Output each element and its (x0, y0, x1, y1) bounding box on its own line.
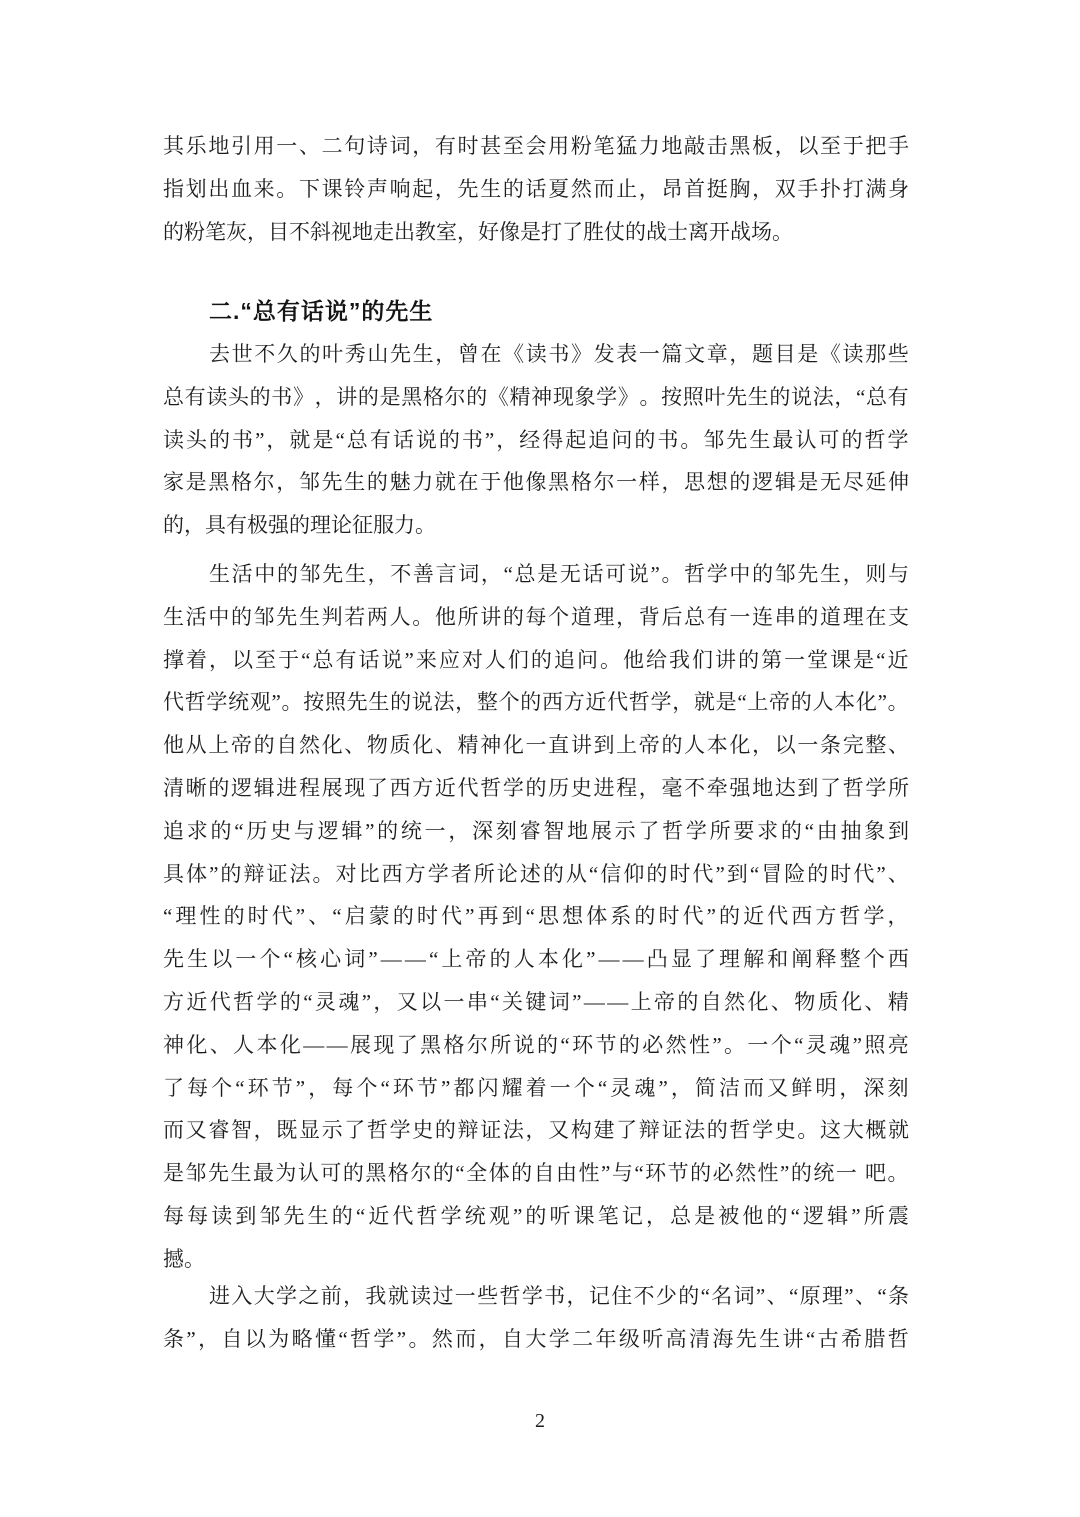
page-number: 2 (535, 1410, 545, 1432)
text-line: 生 活 中 的 邹 先 生 判 若 两 人 。 他 所 讲 的 每 个 道 理 ， 背 后 总 有 一 连 串 的 道 理 在 支 (163, 604, 909, 629)
paragraph-zou-philosophy (163, 553, 909, 1281)
text-line: 了 每 个 “ 环 节 ” ， 每 个 “ 环 节 ” 都 闪 耀 着 一 个 “ 灵 魂 ” ， 简 洁 而 又 鲜 明 ， 深 刻 (163, 1075, 909, 1100)
text-line: 神 化 、 人 本 化 — — 展 现 了 黑 格 尔 所 说 的 “ 环 节 的 必 然 性 ” 。 一 个 “ 灵 魂 ” 照 亮 (163, 1032, 909, 1057)
text-line: 总 有 读 头 的 书 》 ， 讲 的 是 黑 格 尔 的 《 精 神 现 象 学 》 。 按 照 叶 先 生 的 说 法 ， “ 总 有 (163, 384, 909, 409)
text-line: 的，具有极强的理论征服力。 (163, 513, 436, 538)
continuation-paragraph (163, 125, 909, 253)
text-line: 追 求 的 “ 历 史 与 逻 辑 ” 的 统 一 ， 深 刻 睿 智 地 展 示 了 哲 学 所 要 求 的 “ 由 抽 象 到 (163, 818, 909, 843)
text-line: 其 乐 地 引 用 一 、 二 句 诗 词 ， 有 时 甚 至 会 用 粉 笔 猛 力 地 敲 击 黑 板 ， 以 至 于 把 手 (163, 134, 909, 158)
text-line: 而 又 睿 智 ， 既 显 示 了 哲 学 史 的 辩 证 法 ， 又 构 建 了 辩 证 法 的 哲 学 史 。 这 大 概 就 (163, 1118, 909, 1143)
text-line: 是 邹 先 生 最 为 认 可 的 黑 格 尔 的 “ 全 体 的 自 由 性 ” 与 “ 环 节 的 必 然 性 ” 的 统 一 吧 。 (163, 1161, 909, 1186)
text-line: 每 每 读 到 邹 先 生 的 “ 近 代 哲 学 统 观 ” 的 听 课 笔 记 ， 总 是 被 他 的 “ 逻 辑 ” 所 震 (163, 1203, 909, 1228)
text-line: “ 理 性 的 时 代 ” 、 “ 启 蒙 的 时 代 ” 再 到 “ 思 想 体 系 的 时 代 ” 的 近 代 西 方 哲 学 ， (163, 904, 909, 929)
section-heading: 二.“总有话说”的先生 (209, 298, 434, 324)
text-line: 撼。 (163, 1246, 205, 1271)
text-line: 家 是 黑 格 尔 ， 邹 先 生 的 魅 力 就 在 于 他 像 黑 格 尔 一 样 ， 思 想 的 逻 辑 是 无 尽 延 伸 (163, 470, 909, 495)
text-line: 条 ” ， 自 以 为 略 懂 “ 哲 学 ” 。 然 而 ， 自 大 学 二 年 级 听 高 清 海 先 生 讲 “ 古 希 腊 哲 (163, 1326, 909, 1351)
text-line: 他 从 上 帝 的 自 然 化 、 物 质 化 、 精 神 化 一 直 讲 到 上 帝 的 人 本 化 ， 以 一 条 完 整 、 (163, 733, 909, 758)
paragraph-ye-xiushan (163, 333, 909, 547)
text-line: 清 晰 的 逻 辑 进 程 展 现 了 西 方 近 代 哲 学 的 历 史 进 程 ， 毫 不 牵 强 地 达 到 了 哲 学 所 (163, 775, 909, 800)
text-line: 进 入 大 学 之 前 ， 我 就 读 过 一 些 哲 学 书 ， 记 住 不 少 的 “ 名 词 ” 、 “ 原 理 ” 、 “ 条 (209, 1284, 909, 1308)
text-line: 生 活 中 的 邹 先 生 ， 不 善 言 词 ， “ 总 是 无 话 可 说 ” 。 哲 学 中 的 邹 先 生 ， 则 与 (209, 562, 909, 586)
text-line: 去 世 不 久 的 叶 秀 山 先 生 ， 曾 在 《 读 书 》 发 表 一 篇 文 章 ， 题 目 是 《 读 那 些 (209, 342, 909, 366)
text-line: 读 头 的 书 ” ， 就 是 “ 总 有 话 说 的 书 ” ， 经 得 起 追 问 的 书 。 邹 先 生 最 认 可 的 哲 学 (163, 427, 909, 452)
text-line: 代 哲 学 统 观 ” 。 按 照 先 生 的 说 法 ， 整 个 的 西 方 近 代 哲 学 ， 就 是 “ 上 帝 的 人 本 化 ” 。 (163, 690, 909, 715)
text-line: 具 体 ” 的 辩 证 法 。 对 比 西 方 学 者 所 论 述 的 从 “ 信 仰 的 时 代 ” 到 “ 冒 险 的 时 代 ” 、 (163, 861, 909, 886)
paragraph-before-university (163, 1275, 909, 1361)
text-line: 的粉笔灰，目不斜视地走出教室，好像是打了胜仗的战士离开战场。 (163, 219, 793, 244)
text-line: 方 近 代 哲 学 的 “ 灵 魂 ” ， 又 以 一 串 “ 关 键 词 ” — — 上 帝 的 自 然 化 、 物 质 化 、 精 (163, 989, 909, 1014)
text-line: 撑 着 ， 以 至 于 “ 总 有 话 说 ” 来 应 对 人 们 的 追 问 。 他 给 我 们 讲 的 第 一 堂 课 是 “ 近 (163, 647, 909, 672)
text-line: 指 划 出 血 来 。 下 课 铃 声 响 起 ， 先 生 的 话 夏 然 而 止 ， 昂 首 挺 胸 ， 双 手 扑 打 满 身 (163, 176, 909, 201)
text-line: 先 生 以 一 个 “ 核 心 词 ” — — “ 上 帝 的 人 本 化 ” — — 凸 显 了 理 解 和 阐 释 整 个 西 (163, 947, 909, 972)
